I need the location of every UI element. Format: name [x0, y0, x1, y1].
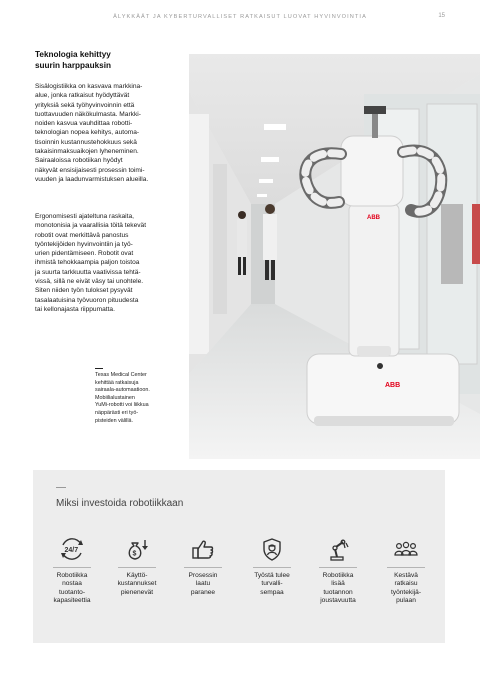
text-line: alue, jonka ratkaisut hyödyttävät — [35, 92, 130, 100]
text-line: noiden kasvua vauhdittaa robotti- — [35, 120, 133, 128]
page-number: 15 — [438, 13, 445, 19]
caption-line: YuMi-robotti voi liikkua — [95, 402, 149, 409]
article-title-line: suurin harppauksin — [35, 60, 111, 70]
article-paragraph-1 — [35, 82, 175, 184]
benefit-label: Työstä tulee turvalli- sempaa — [254, 572, 290, 596]
text-line: takaisinmaksuaikojen lyheneminen. — [35, 148, 139, 156]
text-line: Ergonomisesti ajateltuna raskaita, — [35, 213, 134, 220]
benefits-panel — [33, 470, 445, 643]
caption-line: pisteiden välillä. — [95, 417, 134, 424]
clock-24-7-icon — [59, 536, 85, 562]
shield-worker-icon — [259, 536, 285, 562]
svg-text:ABB: ABB — [367, 215, 380, 221]
text-line: tai kellonajasta riippumatta. — [35, 305, 115, 313]
text-line: ja suurta tarkkuutta vaativissa tehtä- — [35, 268, 141, 276]
article-paragraph-2 — [35, 212, 175, 314]
thumbs-up-icon — [190, 536, 216, 562]
svg-text:ABB: ABB — [385, 382, 401, 389]
caption-line: Texas Medical Center — [95, 372, 147, 378]
money-bag-icon — [124, 536, 150, 562]
benefit-item — [239, 536, 305, 597]
text-line: Sairaaloissa robotiikan hyödyt — [35, 157, 123, 165]
benefit-label: Käyttö- kustannukset pienenevät — [117, 572, 157, 596]
text-line: vissä, sillä ne eivät väsy tai unohtele. — [35, 278, 144, 286]
text-line: monotonisia ja vaarallisia töitä tekevät — [35, 222, 147, 230]
benefit-divider — [184, 567, 222, 568]
benefit-item — [373, 536, 439, 606]
panel-title: Miksi investoida robotiikkaan — [56, 498, 184, 509]
caption-line: sairaala-automaatioon. — [95, 387, 150, 394]
text-line: näkyvät ensisijaisesti prosessin toimi- — [35, 166, 145, 174]
benefit-item — [39, 536, 105, 606]
caption-line: näppärästi eri työ- — [95, 409, 139, 416]
benefit-divider — [253, 567, 291, 568]
benefit-divider — [319, 567, 357, 568]
text-line: tasalaatuisina työvuoron pituudesta — [35, 296, 139, 304]
benefit-divider — [118, 567, 156, 568]
benefit-item — [170, 536, 236, 597]
text-line: urien pidentämiseen. Robotit ovat — [35, 250, 134, 258]
benefit-item — [104, 536, 170, 597]
text-line: yrityksiä sekä työhyvinvoinnin että — [35, 101, 135, 109]
benefit-label: Robotiikka nostaa tuotanto- kapasiteettia — [53, 572, 91, 605]
running-title: ÄLYKKÄÄT JA KYBERTURVALLISET RATKAISUT LUOVAT HYVINVOINTIA — [113, 14, 367, 20]
benefit-label: Prosessin laatu paranee — [188, 572, 218, 596]
caption-line: kehittää ratkaisuja — [95, 379, 139, 386]
svg-text:$: $ — [132, 550, 137, 558]
text-line: robotit ovat merkittävä panostus — [35, 231, 129, 239]
benefit-divider — [53, 567, 91, 568]
text-line: vuuden ja laadunvarmistuksen alueilla. — [35, 175, 149, 183]
article-title-line: Teknologia kehittyy — [35, 50, 111, 59]
text-line: tisoinnin kustannustehokkuus sekä — [35, 138, 137, 146]
text-line: Siten niiden työn tulokset pysyvät — [35, 287, 133, 295]
benefit-label: Kestävä ratkaisu työntekijä- pulaan — [390, 572, 422, 605]
panel-divider — [56, 487, 66, 488]
benefit-divider — [387, 567, 425, 568]
svg-text:24/7: 24/7 — [64, 547, 79, 554]
benefit-item — [305, 536, 371, 606]
text-line: teknologian nopea kehitys, automa- — [35, 129, 140, 137]
robot-arm-icon — [325, 536, 351, 562]
team-icon — [393, 536, 419, 562]
hospital-corridor-photo — [189, 54, 480, 459]
article-title — [35, 50, 175, 71]
benefit-label: Robotiikka lisää tuotannon joustavuutta — [320, 572, 356, 605]
text-line: työntekijöiden hyvinvointiin ja työ- — [35, 240, 133, 248]
text-line: tuottavuuden näkökulmasta. Markki- — [35, 110, 141, 118]
text-line: ihmistä tehokkaampia paljon toistoa — [35, 259, 140, 267]
text-line: Sisälogistiikka on kasvava markkina- — [35, 83, 143, 90]
caption-line: Mobiilialustainen — [95, 394, 135, 401]
caption-divider — [95, 368, 103, 369]
photo-caption — [95, 368, 175, 425]
